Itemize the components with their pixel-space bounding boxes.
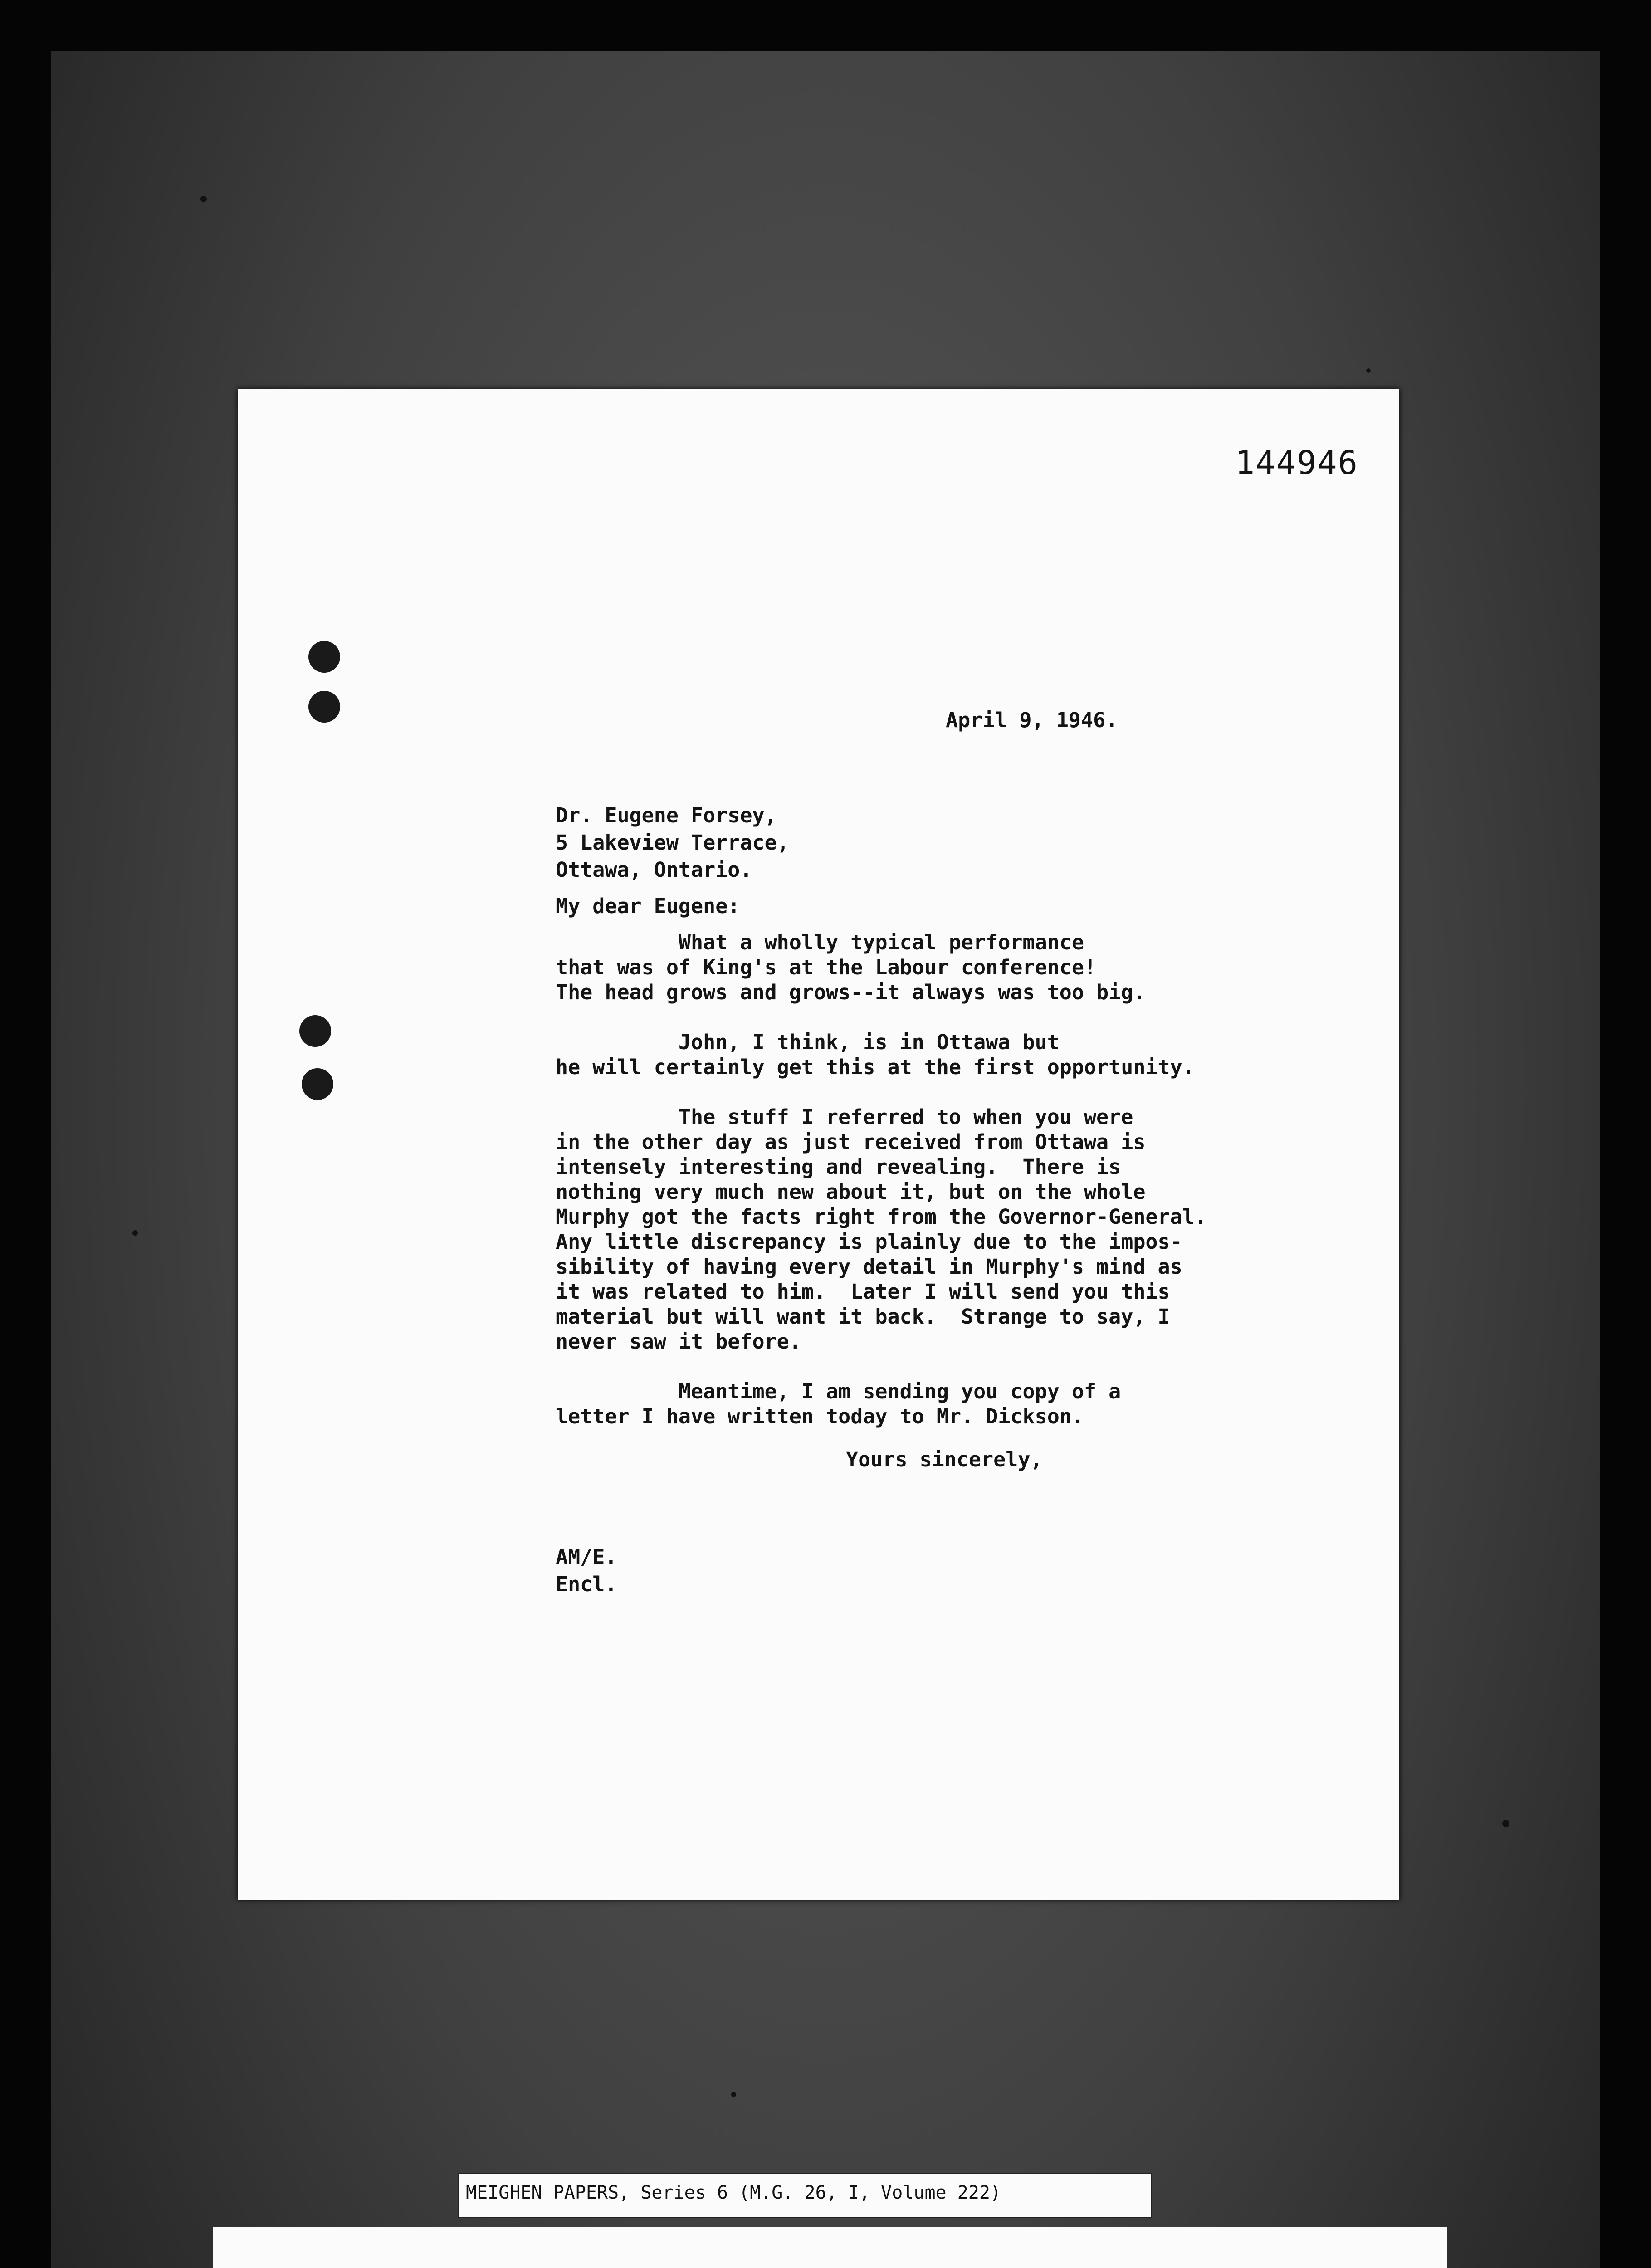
address-line: Dr. Eugene Forsey, <box>556 803 777 827</box>
address-line: Ottawa, Ontario. <box>556 858 752 882</box>
film-speck <box>200 196 207 202</box>
document-number: 144946 <box>1235 444 1358 482</box>
punch-hole <box>299 1015 331 1047</box>
series-label-text: MEIGHEN PAPERS, Series 6 (M.G. 26, I, Volume 222) <box>466 2182 1001 2203</box>
body-line: Any little discrepancy is plainly due to the impos- <box>556 1230 1182 1254</box>
initials: AM/E. <box>556 1545 617 1569</box>
punch-hole <box>308 691 340 723</box>
body-line: Meantime, I am sending you copy of a <box>556 1379 1121 1403</box>
body-line: that was of King's at the Labour conference! <box>556 955 1097 979</box>
body-line: intensely interesting and revealing. There is <box>556 1155 1121 1179</box>
body-line: sibility of having every detail in Murphy's mind as <box>556 1255 1182 1279</box>
body-line: letter I have written today to Mr. Dickson. <box>556 1404 1084 1428</box>
film-speck <box>132 1230 138 1236</box>
body-line: John, I think, is in Ottawa but <box>556 1030 1060 1054</box>
film-speck <box>1366 368 1371 373</box>
body-line: Murphy got the facts right from the Governor-General. <box>556 1205 1207 1229</box>
film-speck <box>1502 1820 1509 1827</box>
address-line: 5 Lakeview Terrace, <box>556 831 789 855</box>
archives-stamp <box>213 2227 1447 2268</box>
body-line: never saw it before. <box>556 1330 801 1354</box>
salutation: My dear Eugene: <box>556 894 740 918</box>
series-label <box>458 2173 1152 2218</box>
punch-hole <box>308 641 340 673</box>
body-line: in the other day as just received from Ottawa is <box>556 1130 1146 1154</box>
body-line: The head grows and grows--it always was too big. <box>556 980 1146 1004</box>
closing: Yours sincerely, <box>846 1447 1043 1471</box>
film-speck <box>731 2092 736 2097</box>
body-line: nothing very much new about it, but on the whole <box>556 1180 1146 1204</box>
body-line: he will certainly get this at the first opportunity. <box>556 1055 1195 1079</box>
body-line: material but will want it back. Strange to say, I <box>556 1305 1170 1329</box>
body-line: The stuff I referred to when you were <box>556 1105 1133 1129</box>
letter-date: April 9, 1946. <box>946 708 1118 732</box>
punch-hole <box>302 1068 333 1100</box>
enclosure-note: Encl. <box>556 1572 617 1596</box>
body-line: it was related to him. Later I will send you this <box>556 1280 1170 1304</box>
letter-page <box>238 389 1399 1900</box>
body-line: What a wholly typical performance <box>556 930 1084 954</box>
